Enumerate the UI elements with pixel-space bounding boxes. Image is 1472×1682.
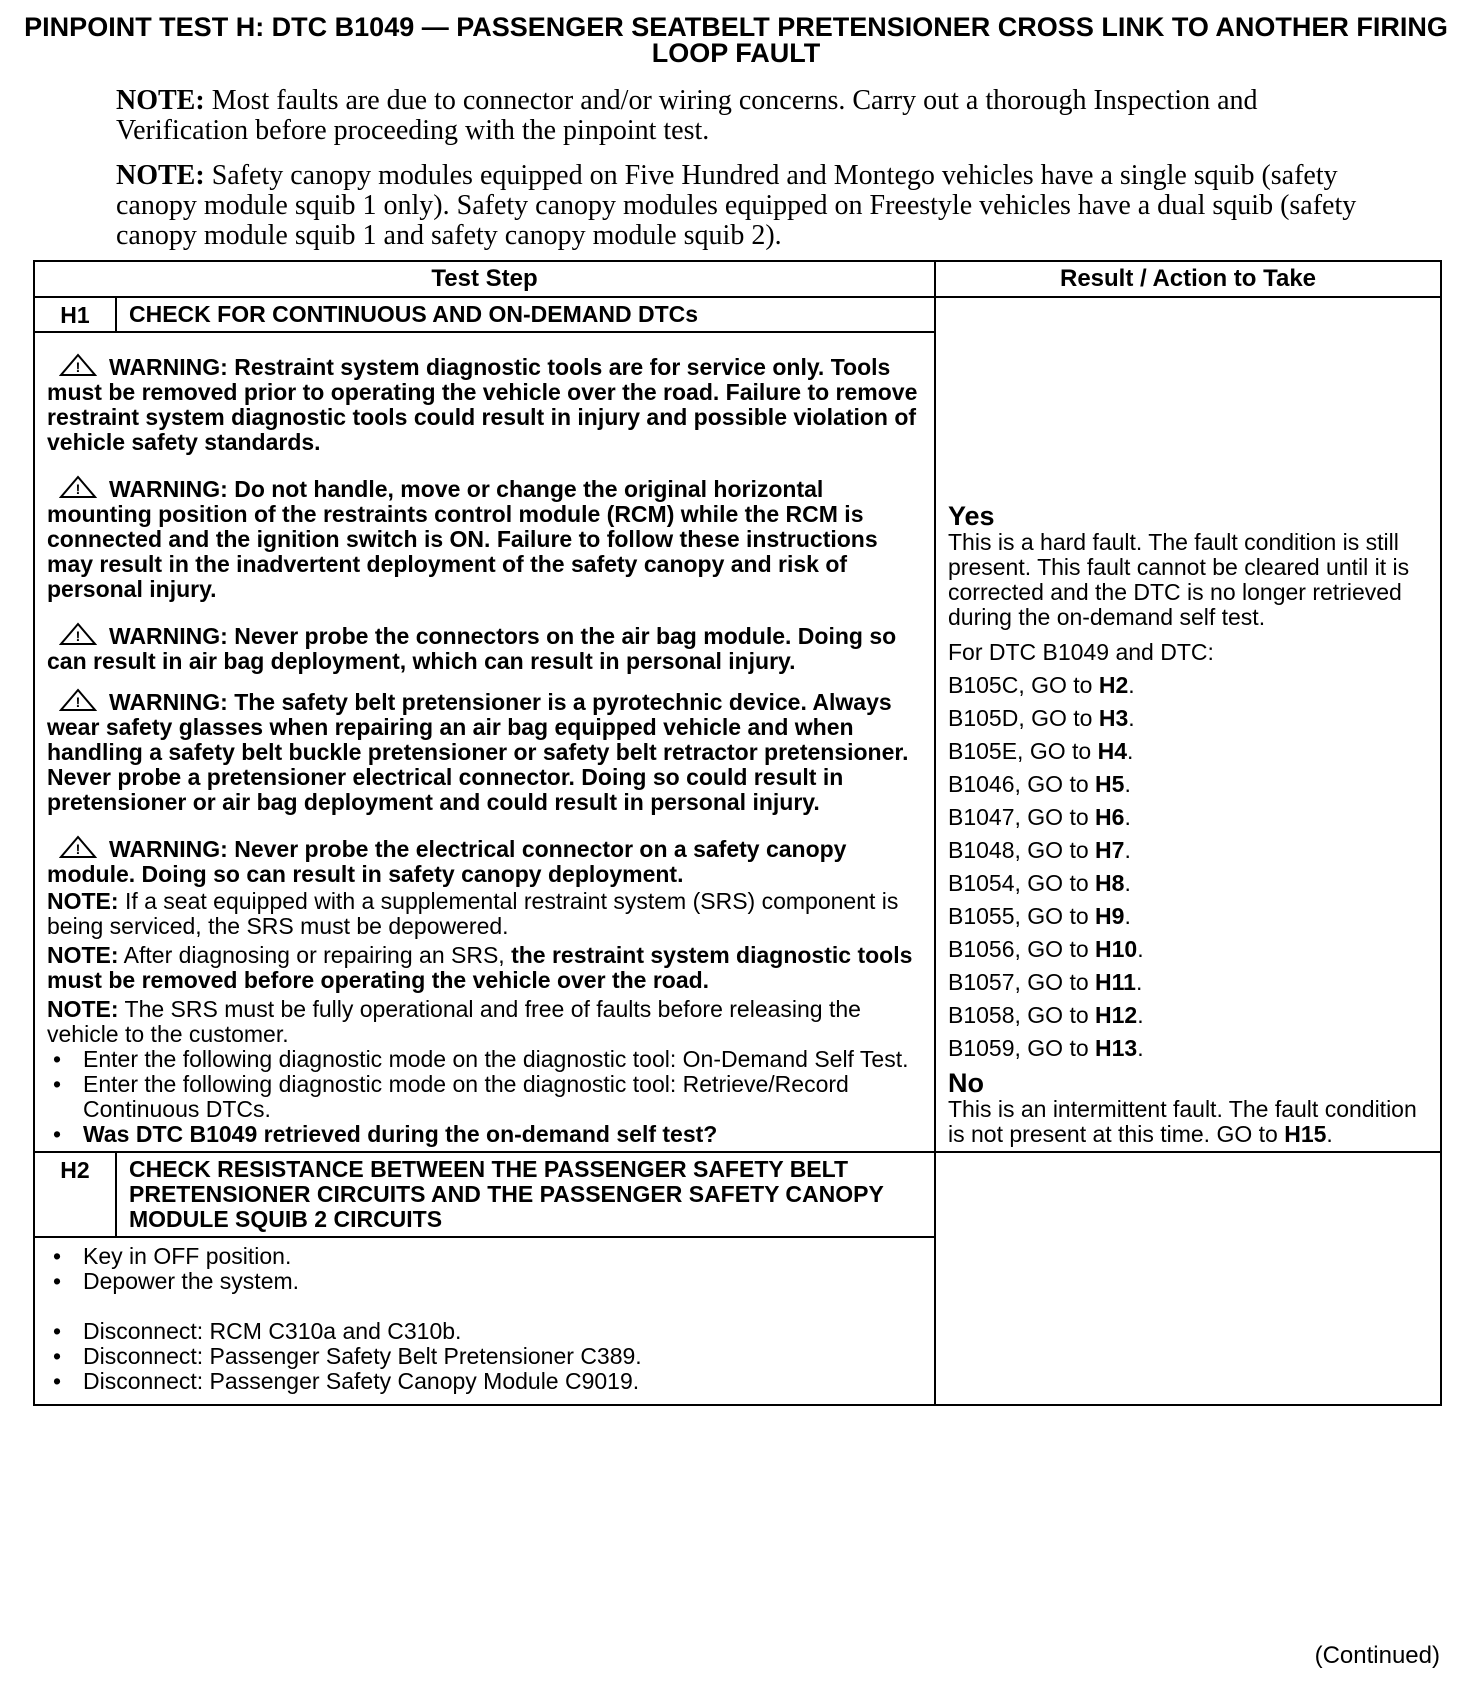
table-header-row [34, 261, 1441, 297]
dtc-item [948, 1032, 1432, 1065]
svg-text:!: ! [75, 481, 81, 497]
dtc-item [948, 966, 1432, 999]
warnings-list [47, 353, 920, 887]
dtc-code: B1046, GO to [948, 771, 1096, 797]
note-label: NOTE: [116, 85, 205, 116]
step-h1-result [935, 297, 1441, 1152]
list-item: • Depower the system. [47, 1269, 920, 1294]
dtc-end: . [1128, 672, 1135, 698]
goto-link[interactable]: H12 [1095, 1002, 1138, 1028]
dtc-end: . [1124, 837, 1131, 863]
dtc-end: . [1124, 804, 1131, 830]
goto-link[interactable]: H13 [1095, 1035, 1138, 1061]
dtc-code: B105D, GO to [948, 705, 1099, 731]
result-yes-text: This is a hard fault. The fault condition is still present. This fault cannot be cleared until it is corrected and the DTC is no longer retrieved during the on-demand self test. [948, 529, 1410, 630]
dtc-item [948, 669, 1432, 702]
warning-triangle-icon [59, 622, 97, 646]
warning-text: WARNING: Never probe the connectors on the air bag module. Doing so can result in air bag deployment, which can result in personal injury. [47, 623, 897, 674]
note-label: NOTE: [47, 996, 119, 1022]
result-no-end: . [1326, 1121, 1333, 1147]
result-no-body: This is an intermittent fault. The fault condition is not present at this time. GO to [948, 1096, 1417, 1147]
step-h1-heading-row [34, 297, 1441, 332]
goto-link[interactable]: H5 [1095, 771, 1125, 797]
warning-text: WARNING: Do not handle, move or change the original horizontal mounting position of the restraints control module (RCM) while the RCM is connected and the ignition switch is ON. Failure to follow these instructions may result in the inadvertent deployment of the safety canopy and risk of personal injury. [47, 476, 878, 602]
goto-link[interactable]: H10 [1095, 936, 1138, 962]
svg-text:!: ! [75, 359, 81, 375]
warning-text: WARNING: Never probe the electrical connector on a safety canopy module. Doing so can result in safety canopy deployment. [47, 836, 847, 887]
list-item: • Disconnect: RCM C310a and C310b. [47, 1319, 920, 1344]
dtc-code: B1047, GO to [948, 804, 1096, 830]
goto-link[interactable]: H3 [1098, 705, 1129, 731]
goto-link[interactable]: H7 [1095, 837, 1125, 863]
intro-note-2 [116, 161, 1366, 251]
dtc-code: B1058, GO to [948, 1002, 1096, 1028]
warning-3 [47, 622, 920, 674]
warning-text: WARNING: The safety belt pretensioner is a pyrotechnic device. Always wear safety glasses when repairing an air bag equipped vehicle and when handling a safety belt buckle pretensioner or safety belt retractor pretensioner. Never probe a pretensioner electrical connector. Doing so could result in pretensioner or air bag deployment and could result in personal injury. [47, 689, 909, 815]
dtc-code: B105E, GO to [948, 738, 1098, 764]
goto-link[interactable]: H2 [1098, 672, 1129, 698]
dtc-item [948, 735, 1432, 768]
step-h1-bullets [47, 1047, 920, 1147]
svg-text:!: ! [75, 628, 81, 644]
list-item: • Disconnect: Passenger Safety Canopy Module C9019. [47, 1369, 920, 1394]
dtc-item [948, 834, 1432, 867]
dtc-code: B1048, GO to [948, 837, 1096, 863]
dtc-item [948, 933, 1432, 966]
intro-note-1 [116, 86, 1366, 146]
note-text: After diagnosing or repairing an SRS, [118, 942, 512, 968]
note-text: Safety canopy modules equipped on Five Hundred and Montego vehicles have a single squib (safety canopy module squib 1 only). Safety canopy modules equipped on Freestyle vehicles have a dual squib (safety canopy module squib 1 and safety canopy module squib 2). [116, 160, 1357, 251]
step-h2-heading-row [34, 1152, 1441, 1237]
dtc-code: B1056, GO to [948, 936, 1096, 962]
dtc-end: . [1124, 903, 1131, 929]
pinpoint-test-table [33, 260, 1442, 1406]
dtc-end: . [1127, 738, 1134, 764]
dtc-end: . [1135, 969, 1143, 995]
warning-5 [47, 835, 920, 887]
dtc-list [948, 669, 1432, 1065]
warning-triangle-icon [59, 475, 97, 499]
result-yes-label: Yes [948, 501, 995, 531]
header-test-step: Test Step [34, 261, 935, 297]
warning-triangle-icon [59, 353, 97, 377]
note-label: NOTE: [47, 942, 119, 968]
warning-triangle-icon [59, 835, 97, 859]
step-note-2 [47, 943, 920, 993]
note-bold-text: the restraint system diagnostic tools must be removed before operating the vehicle over the road. [47, 942, 913, 993]
dtc-end: . [1137, 1002, 1144, 1028]
dtc-code: B1055, GO to [948, 903, 1096, 929]
svg-text:!: ! [75, 694, 81, 710]
step-id: H2 [34, 1152, 116, 1237]
goto-link[interactable]: H9 [1095, 903, 1125, 929]
dtc-code: B105C, GO to [948, 672, 1099, 698]
dtc-code: B1057, GO to [948, 969, 1096, 995]
note-text: If a seat equipped with a supplemental restraint system (SRS) component is being serviced, the SRS must be depowered. [47, 888, 899, 939]
goto-link[interactable]: H11 [1095, 969, 1136, 995]
list-item: • Enter the following diagnostic mode on the diagnostic tool: On-Demand Self Test. [47, 1047, 920, 1072]
dtc-item [948, 801, 1432, 834]
step-id: H1 [34, 297, 116, 332]
list-item: • Key in OFF position. [47, 1244, 920, 1269]
header-result: Result / Action to Take [935, 261, 1441, 297]
result-no-text [948, 1097, 1432, 1147]
dtc-intro: For DTC B1049 and DTC: [948, 639, 1214, 665]
warning-4 [47, 688, 920, 815]
result-no-label: No [948, 1068, 984, 1098]
step-question: Was DTC B1049 retrieved during the on-demand self test? [83, 1121, 718, 1147]
dtc-end: . [1137, 1035, 1144, 1061]
dtc-code: B1054, GO to [948, 870, 1096, 896]
goto-link-h15[interactable]: H15 [1284, 1121, 1327, 1147]
goto-link[interactable]: H4 [1097, 738, 1127, 764]
step-h2-result [935, 1152, 1441, 1405]
note-text: The SRS must be fully operational and free of faults before releasing the vehicle to the customer. [47, 996, 861, 1047]
goto-link[interactable]: H6 [1095, 804, 1125, 830]
note-text: Most faults are due to connector and/or wiring concerns. Carry out a thorough Inspection and Verification before proceeding with the pinpoint test. [116, 85, 1258, 146]
step-h1-body [34, 332, 935, 1152]
dtc-end: . [1128, 705, 1135, 731]
dtc-end: . [1124, 870, 1131, 896]
step-note-3 [47, 997, 920, 1047]
dtc-item [948, 900, 1432, 933]
warning-1 [47, 353, 920, 455]
warning-2 [47, 475, 920, 602]
goto-link[interactable]: H8 [1095, 870, 1125, 896]
warning-triangle-icon [59, 688, 97, 712]
list-item-question [47, 1122, 920, 1147]
step-heading: CHECK FOR CONTINUOUS AND ON-DEMAND DTCs [116, 297, 935, 332]
dtc-item [948, 867, 1432, 900]
dtc-end: . [1137, 936, 1144, 962]
step-h2-bullets-b [47, 1319, 920, 1394]
step-h2-body [34, 1237, 935, 1405]
svg-text:!: ! [75, 841, 81, 857]
dtc-item [948, 768, 1432, 801]
list-item: • Disconnect: Passenger Safety Belt Pretensioner C389. [47, 1344, 920, 1369]
note-label: NOTE: [116, 160, 205, 191]
dtc-code: B1059, GO to [948, 1035, 1096, 1061]
dtc-end: . [1124, 771, 1131, 797]
step-note-1 [47, 889, 920, 939]
warning-text: WARNING: Restraint system diagnostic tools are for service only. Tools must be removed prior to operating the vehicle over the road. Failure to remove restraint system diagnostic tools could result in injury and possible violation of vehicle safety standards. [47, 354, 918, 455]
note-label: NOTE: [47, 888, 119, 914]
step-h2-bullets-a [47, 1244, 920, 1294]
step-heading: CHECK RESISTANCE BETWEEN THE PASSENGER SAFETY BELT PRETENSIONER CIRCUITS AND THE PASSENGER SAFETY CANOPY MODULE SQUIB 2 CIRCUITS [116, 1152, 935, 1237]
dtc-item [948, 999, 1432, 1032]
list-item: • Enter the following diagnostic mode on the diagnostic tool: Retrieve/Record Continuous DTCs. [47, 1072, 920, 1122]
page-title: PINPOINT TEST H: DTC B1049 — PASSENGER SEATBELT PRETENSIONER CROSS LINK TO ANOTHER FIRING LOOP FAULT [24, 12, 1448, 68]
continued-label: (Continued) [1314, 1642, 1440, 1669]
dtc-item [948, 702, 1432, 735]
